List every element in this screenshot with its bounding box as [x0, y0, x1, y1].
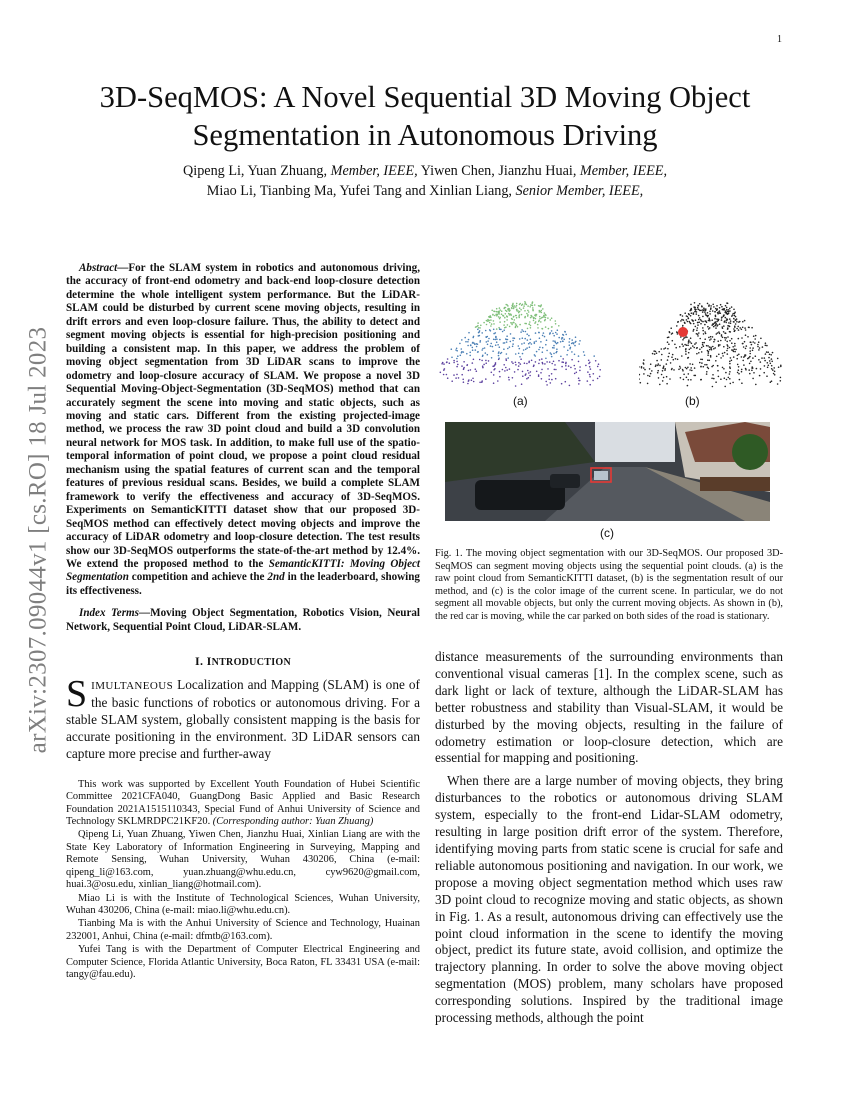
camera-color-image: [445, 422, 770, 521]
drop-cap: S: [66, 673, 88, 716]
abstract-text: in the leaderboard, showing its effectiveness.: [66, 571, 420, 597]
author-membership: Senior Member, IEEE,: [515, 183, 644, 199]
abstract: [66, 262, 420, 598]
section-title-initial: I: [206, 654, 212, 669]
author-list: [100, 161, 750, 201]
footnote-corresponding-author: (Corresponding author: Yuan Zhuang): [212, 816, 374, 828]
abstract-text: competition and achieve the: [128, 571, 268, 584]
footnote-affiliation: Miao Li is with the Institute of Technological Sciences, Wuhan University, Wuhan 430206, China (e-mail: miao.li@whu.edu.cn).: [66, 892, 420, 916]
left-column: [66, 262, 420, 982]
subfigure-label-c: (c): [600, 526, 614, 540]
intro-text: Localization and Mapping (SLAM) is one of the basic functions of robotics or autonomous driving. For a stable SLAM system, globally consistent mapping is the basis for accurate positioning in the environment. 3D LiDAR sensors can capture more precise and further-away: [66, 677, 420, 761]
right-column: [435, 290, 783, 1027]
page-number: 1: [777, 34, 782, 45]
subfigure-label-b: (b): [685, 394, 700, 408]
author-membership: Member, IEEE,: [579, 163, 667, 179]
raw-point-cloud-image: [439, 290, 601, 388]
subfigure-label-a: (a): [513, 394, 528, 408]
footnote-affiliation: Qipeng Li, Yuan Zhuang, Yiwen Chen, Jianzhu Huai, Xinlian Liang are with the State Key Laboratory of Information Engineering in Surveying, Mapping and Remote Sensing, Wuhan University, Wuhan 430206, China (e-mail: qipeng_li@163.com, yuan.zhuang@whu.edu.cn, cyw9620@gmail.com, huai.3@osu.edu, xinlian_liang@hotmail.com).: [66, 829, 420, 891]
index-terms-label: Index Terms: [79, 607, 139, 620]
segmentation-result-image: [639, 290, 783, 388]
figure-caption: Fig. 1. The moving object segmentation with our 3D-SeqMOS. Our proposed 3D-SeqMOS can segment moving objects using the sequential point clouds. (a) is the raw point cloud from SemanticKITTI dataset, (b) is the segmentation result of our method, and (c) is the color image of the current scene. In particular, we do not segment all movable objects, but only the current moving objects. As shown in (b), the red car is moving, while the car parked on both sides of the road is stationary.: [435, 548, 783, 622]
footnote-affiliation: Tianbing Ma is with the Anhui University of Science and Technology, Huainan 232001, Anhui, China (e-mail: dfmtb@163.com).: [66, 918, 420, 942]
arxiv-identifier[interactable]: arXiv:2307.09044v1 [cs.RO] 18 Jul 2023: [24, 326, 51, 754]
figure-1: [435, 290, 783, 540]
abstract-competition: SemanticKITTI: Moving Object Segmentation: [66, 557, 420, 584]
index-terms: [66, 607, 420, 634]
abstract-label: Abstract: [79, 262, 118, 274]
arxiv-stamp: [8, 300, 68, 780]
body-paragraph: When there are a large number of moving objects, they bring disturbances to the robotics or autonomous driving SLAM system, especially to the front-end Lidar-SLAM odometry, resulting in large position drift error of the system. Therefore, identifying moving parts from static scene is crucial for safe and reliable autonomous positioning and navigation. In our work, we propose a moving object segmentation method which uses raw 3D point cloud to recognize moving and static objects, as shown in Fig. 1. As a result, autonomous driving can effectively use the point cloud information in the scene to identify the moving object, predict its future state, avoid collision, and optimize the trajectory planning. In order to solve the above moving object segmentation (MOS) problem, many scholars have proposed corresponding solutions. Inspired by the traditional image processing methods, although the point: [435, 773, 783, 1026]
abstract-rank: 2nd: [267, 571, 285, 584]
footnote-affiliation: Yufei Tang is with the Department of Computer Electrical Engineering and Computer Science, Florida Atlantic University, Boca Raton, FL 33431 USA (e-mail: tangy@fau.edu).: [66, 944, 420, 980]
intro-smallcaps: IMULTANEOUS: [91, 680, 174, 693]
authors-line-1a: Qipeng Li, Yuan Zhuang,: [183, 163, 331, 179]
section-title-rest: NTRODUCTION: [211, 657, 291, 669]
section-numeral: I.: [195, 654, 207, 669]
authors-line-1b: Yiwen Chen, Jianzhu Huai,: [417, 163, 580, 179]
footnotes: [66, 779, 420, 982]
index-terms-text: —Moving Object Segmentation, Robotics Vision, Neural Network, Sequential Point Cloud, LiDAR-SLAM.: [66, 607, 420, 633]
introduction-paragraph: [66, 673, 420, 763]
body-paragraph: distance measurements of the surrounding environments than conventional visual cameras [1]. In the complex scene, such as dark light or lack of texture, although the LiDAR-SLAM has better robustness and stability than Visual-SLAM, it would be disturbed by the moving objects, resulting in the failure of odometry estimation or loop-closure detection, which are essential for mapping and positioning.: [435, 649, 783, 766]
author-membership: Member, IEEE,: [330, 163, 418, 179]
right-body-text: [435, 649, 783, 1027]
footnote-funding: [66, 779, 420, 829]
paper-title: 3D-SeqMOS: A Novel Sequential 3D Moving Object Segmentation in Autonomous Driving: [99, 80, 751, 152]
section-heading-introduction: [66, 654, 420, 669]
abstract-text: —For the SLAM system in robotics and autonomous driving, the accuracy of front-end odometry and back-end loop-closure detection determine the whole intelligent system performance. But the LiDAR-SLAM could be disturbed by current scene moving objects, resulting in drift errors and even loop-closure failure. Thus, the ability to detect and segment moving objects is essential for high-precision positioning and building a consistent map. In this paper, we address the problem of moving object segmentation from 3D LiDAR scans to improve the odometry and loop-closure accuracy of SLAM. We propose a novel 3D Sequential Moving-Object-Segmentation (3D-SeqMOS) method that can accurately segment the scene into moving and static objects, such as moving and static cars. Different from the existing projected-image method, we process the raw 3D point cloud and build a 3D convolution neural network for MOS task. In addition, to make full use of the spatio-temporal information of point cloud, we propose a point cloud residual mechanism using the spatial features of current scan and the temporal features of previous residual scans. Besides, we build a complete SLAM framework to verify the effectiveness and accuracy of 3D-SeqMOS. Experiments on SemanticKITTI dataset show that our proposed 3D-SeqMOS method can effectively detect moving objects and improve the accuracy of LiDAR odometry and loop-closure detection. The test results show our 3D-SeqMOS outperforms the state-of-the-art method by 12.4%. We extend the proposed method to the: [66, 262, 420, 570]
footnote-funding-text: This work was supported by Excellent Youth Foundation of Hubei Scientific Committee 2021CFA040, GuangDong Basic Applied and Basic Research Foundation 2021A1515110343, Special Fund of Anhui University of Science and Technology SKLMRDPC21KF20.: [66, 778, 420, 828]
authors-line-2: Miao Li, Tianbing Ma, Yufei Tang and Xinlian Liang,: [206, 183, 516, 199]
